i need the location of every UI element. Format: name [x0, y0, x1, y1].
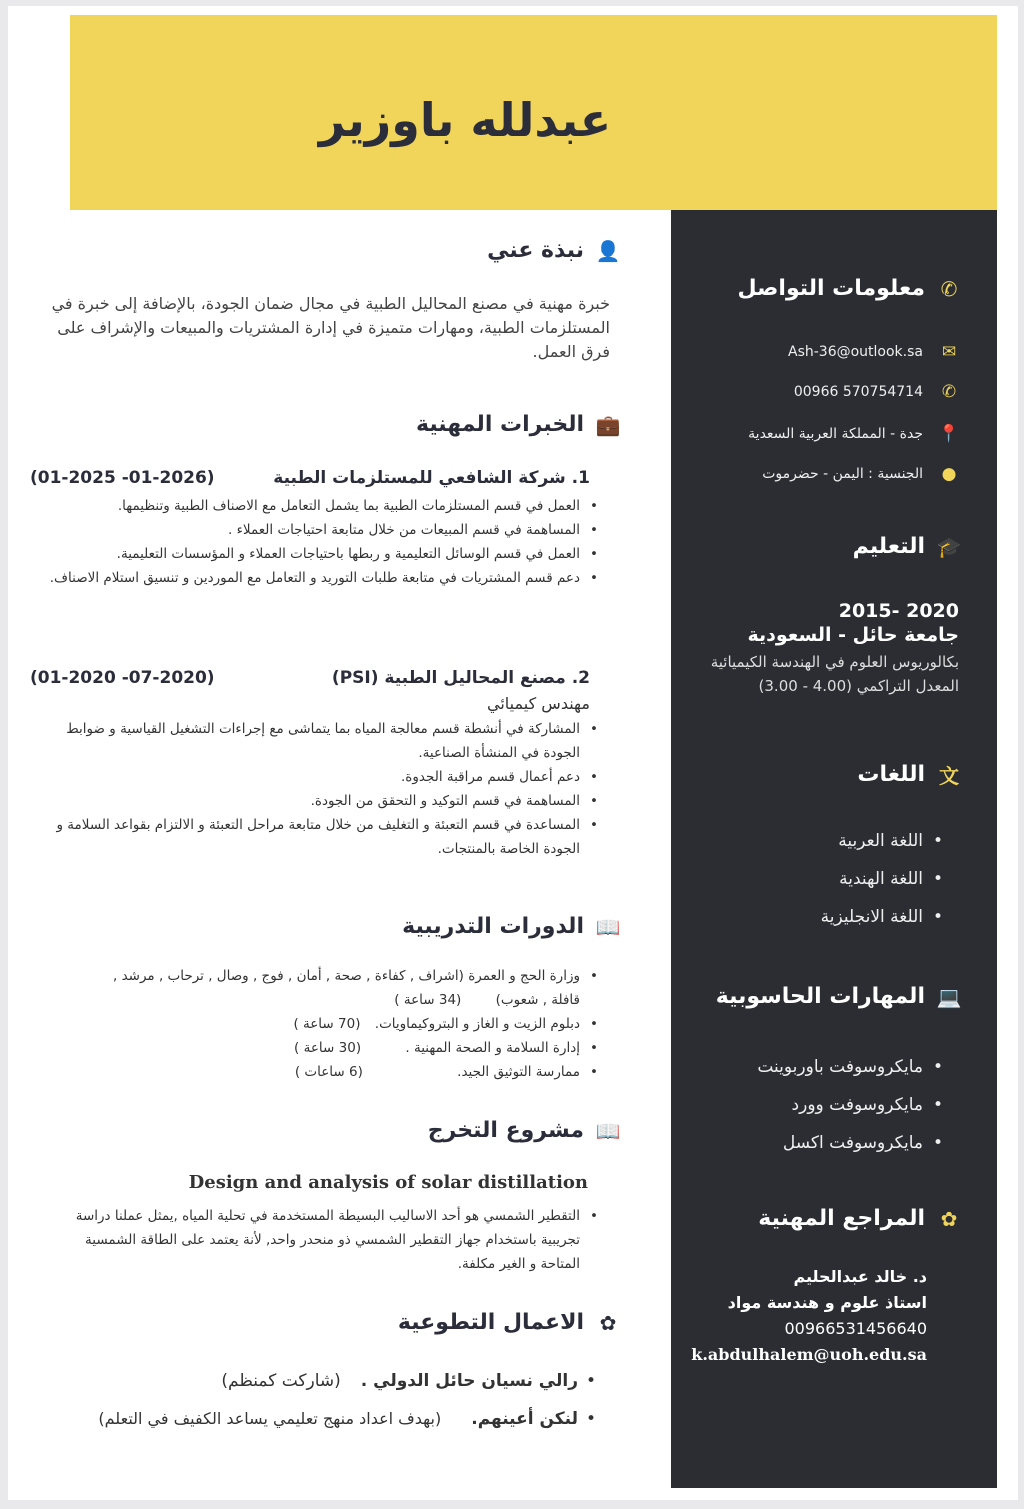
course-hours: (6 ساعات ): [294, 1064, 363, 1080]
about-title: نبذة عني: [487, 238, 584, 263]
list-item: • دعم قسم المشتريات في متابعة طلبات التوريد و التعامل مع الموردين و تنسيق استلام الاصناف.: [30, 566, 600, 590]
list-item: • العمل في قسم المستلزمات الطبية بما يشمل التعامل مع الاصناف الطبية وتنظيمها.: [30, 494, 600, 518]
phone-icon: ✆: [940, 276, 958, 301]
course-name: ممارسة التوثيق الجيد.: [457, 1064, 580, 1080]
list-item: [100, 1012, 600, 1036]
reference-block: [691, 1264, 927, 1368]
computer-heading: [716, 984, 961, 1009]
graduation-cap-icon: 🎓: [936, 534, 962, 559]
user-circle-icon: ●: [941, 464, 957, 484]
location-pin-icon: 📍: [938, 424, 960, 444]
job-role: مهندس كيميائي: [487, 694, 590, 713]
job-1: [30, 468, 590, 590]
course-name: دبلوم الزيت و الغاز و البتروكيماويات.: [374, 1016, 580, 1032]
university: جامعة حائل - السعودية: [747, 624, 959, 646]
volunteer-name: لنكن أعينهم.: [471, 1409, 578, 1429]
courses-title: الدورات التدريبية: [402, 914, 584, 939]
course-name: وزارة الحج و العمرة (اشراف , كفاءة , صحة , أمان , فوج , وصال , ترحاب , مرشد , قافلة , شعوب): [113, 968, 580, 1008]
volunteer-note: (شاركت كمنظم): [221, 1371, 341, 1391]
list-item: [100, 1060, 600, 1084]
mail-icon: ✉: [941, 342, 957, 362]
list-item: [38, 1362, 598, 1400]
list-item: [38, 1400, 598, 1438]
header-banner: [70, 15, 997, 210]
phone-number: 00966 570754714: [793, 384, 923, 400]
about-text: خبرة مهنية في مصنع المحاليل الطبية في مجال ضمان الجودة، بالإضافة إلى خبرة في المستلزمات الطبية، ومهارات متميزة في إدارة المشتريات والمبيعات والإشراف على فرق العمل.: [51, 294, 610, 361]
award-icon: ✿: [940, 1206, 958, 1231]
volunteer-name: رالي نسيان حائل الدولي .: [360, 1371, 578, 1391]
list-item: • المشاركة في أنشطة قسم معالجة المياه بما يتماشى مع إجراءات التشغيل القياسية و ضوابط الجودة في المنشأة الصناعية.: [50, 717, 600, 765]
reference-name: د. خالد عبدالحليم: [793, 1267, 927, 1286]
contact-nationality: [762, 462, 961, 486]
education-block: [711, 600, 959, 698]
user-icon: 👤: [595, 238, 621, 263]
course-hours: (34 ساعة ): [394, 992, 462, 1008]
project-title: مشروع التخرج: [427, 1118, 584, 1143]
education-heading: [853, 534, 961, 559]
nationality-text: الجنسية : اليمن - حضرموت: [762, 466, 923, 482]
phone-icon: ✆: [941, 382, 957, 402]
course-name: إدارة السلامة و الصحة المهنية .: [405, 1040, 580, 1056]
list-item: • مايكروسوفت باوربوينت: [757, 1048, 947, 1086]
list-item: • المساعدة في قسم التعبئة و التغليف من خلال متابعة مراحل التعبئة و الالتزام بقواعد السلامة و الجودة الخاصة بالمنتجات.: [50, 813, 600, 861]
book-icon: 📖: [595, 1118, 621, 1143]
gpa: المعدل التراكمي (4.00 - 3.00): [758, 677, 959, 695]
education-title: التعليم: [852, 534, 925, 559]
book-icon: 📖: [595, 914, 621, 939]
reference-position: استاذ علوم و هندسة مواد: [727, 1293, 927, 1312]
project-name: Design and analysis of solar distillation: [188, 1172, 588, 1193]
list-item: • مايكروسوفت وورد: [757, 1086, 947, 1124]
list-item: • اللغة الانجليزية: [821, 898, 947, 936]
job-2: [30, 668, 590, 861]
languages-title: اللغات: [857, 762, 925, 787]
sidebar: [671, 210, 997, 1488]
list-item: • اللغة العربية: [821, 822, 947, 860]
references-heading: [758, 1206, 961, 1231]
computer-title: المهارات الحاسوبية: [715, 984, 925, 1009]
volunteer-title: الاعمال التطوعية: [397, 1310, 584, 1335]
award-icon: ✿: [599, 1310, 617, 1335]
contact-phone: [794, 380, 961, 404]
references-title: المراجع المهنية: [758, 1206, 925, 1231]
course-hours: (30 ساعة ): [294, 1040, 362, 1056]
reference-email[interactable]: k.abdulhalem@uoh.edu.sa: [691, 1345, 927, 1364]
list-item: • مايكروسوفت اكسل: [757, 1124, 947, 1162]
degree: بكالوريوس العلوم في الهندسة الكيميائية: [710, 653, 959, 671]
computer-icon: 💻: [936, 984, 962, 1009]
volunteer-heading: [398, 1310, 620, 1335]
experience-title: الخبرات المهنية: [415, 412, 584, 437]
email-link[interactable]: Ash-36@outlook.sa: [788, 344, 923, 360]
job-title: 1. شركة الشافعي للمستلزمات الطبية: [273, 468, 590, 488]
project-heading: [428, 1118, 620, 1143]
experience-heading: [416, 412, 620, 437]
list-item: • المساهمة في قسم المبيعات من خلال متابعة احتياجات العملاء .: [30, 518, 600, 542]
location-text: جدة - المملكة العربية السعدية: [748, 426, 923, 442]
languages-heading: [857, 762, 961, 787]
list-item: • المساهمة في قسم التوكيد و التحقق من الجودة.: [50, 789, 600, 813]
contact-email: [788, 340, 961, 364]
list-item: • التقطير الشمسي هو أحد الاساليب البسيطة المستخدمة في تحلية المياه ,يمثل عملنا دراسة تجريبية باستخدام جهاز التقطير الشمسي ذو منحدر واحد, لأنة يعتمد على الطاقة الشمسية المتاحة و الغير مكلفة.: [70, 1204, 600, 1276]
contact-heading: [738, 276, 961, 301]
list-item: [100, 964, 600, 1012]
education-years: 2015- 2020: [838, 600, 959, 622]
job-dates: (01-2025 -01-2026): [30, 468, 215, 488]
list-item: • العمل في قسم الوسائل التعليمية و ربطها باحتياجات العملاء و المؤسسات التعليمية.: [30, 542, 600, 566]
contact-title: معلومات التواصل: [737, 276, 925, 301]
courses-heading: [402, 914, 620, 939]
job-title: 2. مصنع المحاليل الطبية (PSI): [331, 668, 590, 688]
list-item: • اللغة الهندية: [821, 860, 947, 898]
list-item: [100, 1036, 600, 1060]
contact-location: [748, 422, 961, 446]
full-name: عبدلله باوزير: [318, 93, 612, 147]
translate-icon: 文: [939, 764, 959, 788]
courses-list: [100, 964, 600, 1084]
briefcase-icon: 💼: [595, 412, 621, 437]
about-heading: [487, 238, 620, 263]
course-hours: (70 ساعة ): [293, 1016, 361, 1032]
reference-phone: 00966531456640: [784, 1319, 927, 1338]
volunteer-note: (بهدف اعداد منهج تعليمي يساعد الكفيف في التعلم): [98, 1409, 442, 1428]
list-item: • دعم أعمال قسم مراقبة الجدوة.: [50, 765, 600, 789]
job-dates: (01-2020 -07-2020): [30, 668, 215, 688]
